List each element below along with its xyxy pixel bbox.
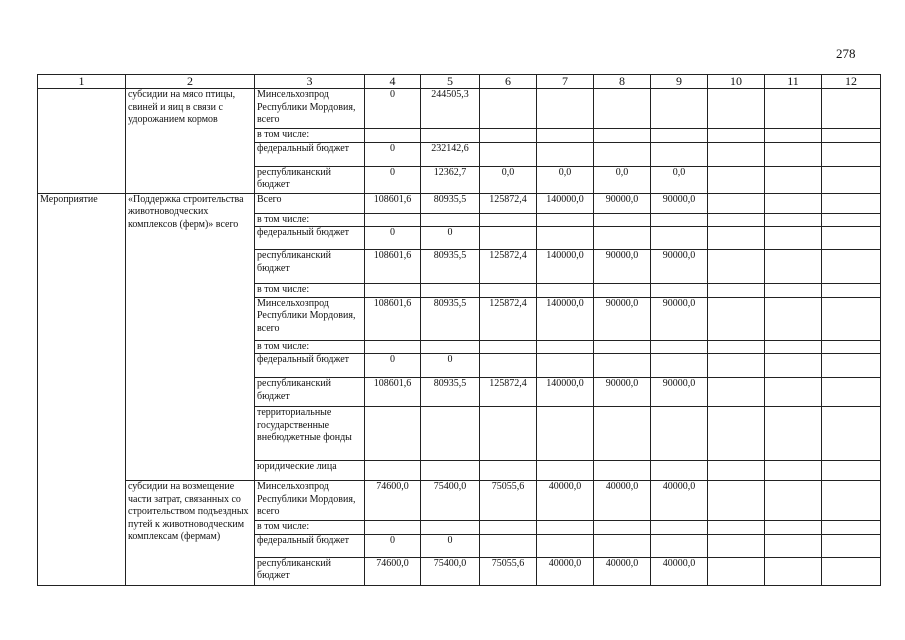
value-cell bbox=[708, 461, 765, 481]
value-cell bbox=[822, 213, 881, 227]
source-cell: в том числе: bbox=[255, 340, 365, 354]
value-cell: 75055,6 bbox=[480, 481, 537, 521]
value-cell bbox=[537, 461, 594, 481]
value-cell bbox=[822, 534, 881, 557]
value-cell bbox=[421, 213, 480, 227]
value-cell bbox=[708, 340, 765, 354]
value-cell bbox=[708, 250, 765, 284]
value-cell bbox=[651, 129, 708, 143]
value-cell: 108601,6 bbox=[365, 193, 421, 213]
value-cell bbox=[480, 142, 537, 166]
value-cell bbox=[651, 340, 708, 354]
source-cell: в том числе: bbox=[255, 213, 365, 227]
value-cell bbox=[822, 284, 881, 298]
value-cell bbox=[822, 521, 881, 535]
value-cell bbox=[765, 250, 822, 284]
value-cell: 0 bbox=[421, 534, 480, 557]
value-cell: 80935,5 bbox=[421, 378, 480, 407]
value-cell bbox=[822, 166, 881, 193]
value-cell: 0,0 bbox=[651, 166, 708, 193]
value-cell bbox=[651, 407, 708, 461]
table-row bbox=[38, 89, 881, 129]
value-cell bbox=[765, 354, 822, 378]
value-cell: 40000,0 bbox=[594, 557, 651, 585]
value-cell bbox=[480, 354, 537, 378]
value-cell bbox=[537, 213, 594, 227]
source-cell: федеральный бюджет bbox=[255, 534, 365, 557]
value-cell bbox=[421, 129, 480, 143]
value-cell bbox=[822, 142, 881, 166]
value-cell: 108601,6 bbox=[365, 250, 421, 284]
value-cell bbox=[651, 142, 708, 166]
value-cell bbox=[822, 557, 881, 585]
value-cell: 140000,0 bbox=[537, 297, 594, 340]
value-cell: 74600,0 bbox=[365, 557, 421, 585]
source-cell: республиканский бюджет bbox=[255, 250, 365, 284]
value-cell bbox=[765, 89, 822, 129]
value-cell bbox=[480, 407, 537, 461]
value-cell bbox=[537, 534, 594, 557]
value-cell bbox=[651, 461, 708, 481]
value-cell bbox=[765, 461, 822, 481]
value-cell: 0,0 bbox=[480, 166, 537, 193]
column-header: 5 bbox=[421, 75, 480, 89]
value-cell bbox=[480, 89, 537, 129]
measure-name-cell: «Поддержка строительства животноводческих комплексов (ферм)» всего bbox=[126, 193, 255, 481]
value-cell bbox=[822, 461, 881, 481]
budget-table bbox=[37, 74, 881, 586]
value-cell bbox=[421, 521, 480, 535]
column-header: 4 bbox=[365, 75, 421, 89]
value-cell: 125872,4 bbox=[480, 297, 537, 340]
value-cell bbox=[708, 89, 765, 129]
value-cell bbox=[421, 340, 480, 354]
source-cell: Минсельхозпрод Республики Мордовия, всего bbox=[255, 297, 365, 340]
value-cell bbox=[708, 129, 765, 143]
value-cell: 0 bbox=[365, 354, 421, 378]
value-cell bbox=[765, 521, 822, 535]
value-cell bbox=[822, 407, 881, 461]
value-cell bbox=[594, 284, 651, 298]
value-cell bbox=[365, 340, 421, 354]
source-cell: Минсельхозпрод Республики Мордовия, всего bbox=[255, 89, 365, 129]
value-cell: 40000,0 bbox=[651, 481, 708, 521]
source-cell: республиканский бюджет bbox=[255, 378, 365, 407]
value-cell bbox=[537, 521, 594, 535]
measure-name-cell: субсидии на мясо птицы, свиней и яиц в связи с удорожанием кормов bbox=[126, 89, 255, 194]
value-cell: 0,0 bbox=[594, 166, 651, 193]
value-cell bbox=[708, 481, 765, 521]
value-cell bbox=[708, 166, 765, 193]
value-cell: 0 bbox=[365, 142, 421, 166]
value-cell bbox=[537, 142, 594, 166]
value-cell: 90000,0 bbox=[651, 378, 708, 407]
column-header: 12 bbox=[822, 75, 881, 89]
value-cell bbox=[537, 89, 594, 129]
column-header: 7 bbox=[537, 75, 594, 89]
value-cell bbox=[765, 407, 822, 461]
value-cell bbox=[822, 89, 881, 129]
value-cell bbox=[765, 142, 822, 166]
value-cell bbox=[765, 534, 822, 557]
page-number: 278 bbox=[836, 46, 856, 61]
column-header: 6 bbox=[480, 75, 537, 89]
value-cell bbox=[594, 227, 651, 250]
value-cell bbox=[708, 284, 765, 298]
value-cell: 140000,0 bbox=[537, 193, 594, 213]
column-header: 11 bbox=[765, 75, 822, 89]
value-cell: 75400,0 bbox=[421, 481, 480, 521]
source-cell: федеральный бюджет bbox=[255, 354, 365, 378]
value-cell bbox=[708, 354, 765, 378]
value-cell bbox=[822, 340, 881, 354]
value-cell bbox=[365, 461, 421, 481]
value-cell bbox=[537, 340, 594, 354]
value-cell bbox=[480, 461, 537, 481]
value-cell: 0 bbox=[365, 227, 421, 250]
column-header: 1 bbox=[38, 75, 126, 89]
value-cell bbox=[537, 284, 594, 298]
value-cell bbox=[480, 129, 537, 143]
value-cell: 0 bbox=[421, 354, 480, 378]
value-cell bbox=[708, 534, 765, 557]
source-cell: республиканский бюджет bbox=[255, 557, 365, 585]
value-cell bbox=[822, 193, 881, 213]
value-cell bbox=[537, 227, 594, 250]
value-cell bbox=[822, 378, 881, 407]
value-cell: 90000,0 bbox=[651, 250, 708, 284]
column-header: 2 bbox=[126, 75, 255, 89]
measure-cell bbox=[38, 89, 126, 194]
value-cell bbox=[765, 481, 822, 521]
measure-cell: Мероприятие bbox=[38, 193, 126, 585]
value-cell: 90000,0 bbox=[651, 193, 708, 213]
value-cell: 140000,0 bbox=[537, 250, 594, 284]
value-cell: 0 bbox=[365, 534, 421, 557]
value-cell bbox=[594, 89, 651, 129]
value-cell: 108601,6 bbox=[365, 378, 421, 407]
value-cell bbox=[651, 89, 708, 129]
value-cell: 232142,6 bbox=[421, 142, 480, 166]
value-cell bbox=[594, 129, 651, 143]
value-cell bbox=[708, 142, 765, 166]
value-cell: 40000,0 bbox=[537, 481, 594, 521]
value-cell: 125872,4 bbox=[480, 378, 537, 407]
value-cell bbox=[651, 534, 708, 557]
value-cell bbox=[765, 378, 822, 407]
value-cell bbox=[765, 129, 822, 143]
source-cell: территориальные государственные внебюджетные фонды bbox=[255, 407, 365, 461]
value-cell bbox=[822, 354, 881, 378]
column-header: 8 bbox=[594, 75, 651, 89]
value-cell bbox=[365, 213, 421, 227]
value-cell: 108601,6 bbox=[365, 297, 421, 340]
value-cell bbox=[594, 340, 651, 354]
value-cell: 90000,0 bbox=[651, 297, 708, 340]
value-cell bbox=[480, 521, 537, 535]
value-cell: 244505,3 bbox=[421, 89, 480, 129]
value-cell bbox=[708, 407, 765, 461]
table-row bbox=[38, 481, 881, 521]
value-cell bbox=[651, 213, 708, 227]
value-cell: 12362,7 bbox=[421, 166, 480, 193]
value-cell bbox=[765, 193, 822, 213]
value-cell: 0 bbox=[421, 227, 480, 250]
column-header: 9 bbox=[651, 75, 708, 89]
value-cell bbox=[765, 227, 822, 250]
value-cell bbox=[365, 129, 421, 143]
value-cell: 90000,0 bbox=[594, 297, 651, 340]
source-cell: в том числе: bbox=[255, 129, 365, 143]
value-cell bbox=[594, 461, 651, 481]
value-cell bbox=[651, 521, 708, 535]
value-cell bbox=[537, 129, 594, 143]
value-cell bbox=[651, 227, 708, 250]
value-cell bbox=[480, 284, 537, 298]
value-cell bbox=[708, 521, 765, 535]
value-cell: 0 bbox=[365, 166, 421, 193]
column-header: 10 bbox=[708, 75, 765, 89]
value-cell: 125872,4 bbox=[480, 193, 537, 213]
value-cell: 80935,5 bbox=[421, 193, 480, 213]
value-cell bbox=[822, 481, 881, 521]
value-cell: 0 bbox=[365, 89, 421, 129]
value-cell bbox=[421, 284, 480, 298]
value-cell bbox=[822, 227, 881, 250]
source-cell: юридические лица bbox=[255, 461, 365, 481]
value-cell bbox=[421, 407, 480, 461]
value-cell: 0,0 bbox=[537, 166, 594, 193]
source-cell: в том числе: bbox=[255, 521, 365, 535]
value-cell: 90000,0 bbox=[594, 193, 651, 213]
value-cell bbox=[651, 354, 708, 378]
value-cell bbox=[765, 340, 822, 354]
source-cell: Всего bbox=[255, 193, 365, 213]
value-cell bbox=[594, 534, 651, 557]
value-cell bbox=[708, 297, 765, 340]
value-cell bbox=[651, 284, 708, 298]
value-cell: 125872,4 bbox=[480, 250, 537, 284]
value-cell: 90000,0 bbox=[594, 250, 651, 284]
source-cell: в том числе: bbox=[255, 284, 365, 298]
value-cell bbox=[822, 129, 881, 143]
source-cell: федеральный бюджет bbox=[255, 142, 365, 166]
source-cell: республиканский бюджет bbox=[255, 166, 365, 193]
value-cell: 80935,5 bbox=[421, 297, 480, 340]
value-cell bbox=[365, 521, 421, 535]
value-cell bbox=[708, 227, 765, 250]
value-cell bbox=[708, 193, 765, 213]
value-cell bbox=[480, 340, 537, 354]
value-cell bbox=[365, 284, 421, 298]
value-cell bbox=[537, 407, 594, 461]
value-cell bbox=[594, 142, 651, 166]
value-cell bbox=[708, 557, 765, 585]
value-cell bbox=[480, 227, 537, 250]
value-cell: 74600,0 bbox=[365, 481, 421, 521]
measure-name-cell: субсидии на возмещение части затрат, связанных со строительством подъездных путей к животноводческим комплексам (фермам) bbox=[126, 481, 255, 586]
value-cell bbox=[480, 534, 537, 557]
value-cell bbox=[365, 407, 421, 461]
table-row bbox=[38, 193, 881, 213]
value-cell bbox=[708, 213, 765, 227]
value-cell: 90000,0 bbox=[594, 378, 651, 407]
value-cell bbox=[765, 284, 822, 298]
value-cell bbox=[594, 407, 651, 461]
value-cell bbox=[421, 461, 480, 481]
value-cell bbox=[765, 166, 822, 193]
value-cell bbox=[594, 354, 651, 378]
value-cell bbox=[480, 213, 537, 227]
source-cell: Минсельхозпрод Республики Мордовия, всего bbox=[255, 481, 365, 521]
value-cell: 80935,5 bbox=[421, 250, 480, 284]
value-cell bbox=[822, 250, 881, 284]
value-cell: 75055,6 bbox=[480, 557, 537, 585]
value-cell bbox=[594, 521, 651, 535]
value-cell: 140000,0 bbox=[537, 378, 594, 407]
value-cell bbox=[765, 297, 822, 340]
value-cell: 40000,0 bbox=[537, 557, 594, 585]
value-cell bbox=[822, 297, 881, 340]
value-cell bbox=[765, 213, 822, 227]
value-cell bbox=[708, 378, 765, 407]
value-cell bbox=[537, 354, 594, 378]
value-cell: 40000,0 bbox=[594, 481, 651, 521]
value-cell: 75400,0 bbox=[421, 557, 480, 585]
column-header-row bbox=[38, 75, 881, 89]
column-header: 3 bbox=[255, 75, 365, 89]
value-cell bbox=[765, 557, 822, 585]
source-cell: федеральный бюджет bbox=[255, 227, 365, 250]
value-cell: 40000,0 bbox=[651, 557, 708, 585]
value-cell bbox=[594, 213, 651, 227]
